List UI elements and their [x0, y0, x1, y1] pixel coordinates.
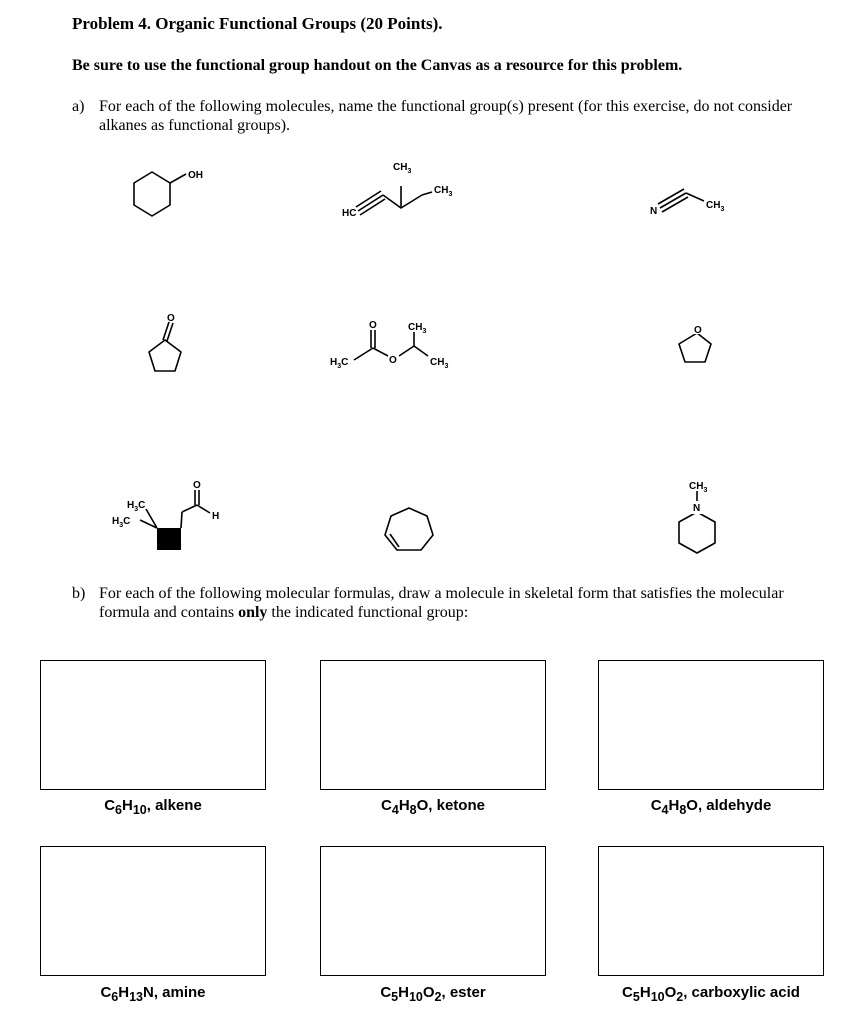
- answer-box-carboxylic-acid[interactable]: [598, 846, 824, 976]
- atom-ch3-right: $CH_3$: [434, 185, 453, 198]
- atom-ch3-ester-top: $CH_3$: [408, 322, 427, 335]
- part-b-question: [72, 584, 802, 622]
- molecule-cyclohexanol: [134, 170, 203, 216]
- atom-oh: OH: [188, 170, 203, 181]
- atom-o-aldehyde: O: [193, 480, 201, 491]
- atom-hc: HC: [342, 208, 357, 219]
- answer-box-ketone[interactable]: [320, 660, 546, 790]
- atom-h-aldehyde: H: [212, 511, 220, 522]
- part-a-label: a): [72, 98, 85, 115]
- atom-o-carbonyl: O: [369, 320, 377, 331]
- label-alkene: $C_6H_{10}$, alkene: [104, 797, 202, 817]
- emphasis-only: only: [238, 604, 268, 621]
- atom-ch3-ester-right: $CH_3$: [430, 357, 449, 370]
- problem-title: Problem 4. Organic Functional Groups (20 Points).: [72, 14, 443, 33]
- answer-box-amine[interactable]: [40, 846, 266, 976]
- atom-ch3-amine: $CH_3$: [689, 481, 708, 494]
- molecule-aldehyde: [112, 480, 219, 550]
- part-b-label: b): [72, 585, 86, 602]
- atom-n: N: [650, 206, 658, 217]
- molecule-n-methylpiperidine: [679, 481, 715, 553]
- label-amine: $C_6H_{13}N$, amine: [100, 984, 206, 1004]
- atom-ch3-top: $CH_3$: [393, 162, 412, 175]
- answer-box-alkene[interactable]: [40, 660, 266, 790]
- atom-o-ring: O: [694, 325, 702, 336]
- label-aldehyde: $C_4H_8O$, aldehyde: [650, 797, 772, 817]
- resource-note: Be sure to use the functional group handout on the Canvas as a resource for this problem.: [72, 57, 683, 74]
- part-a-text: For each of the following molecules, name the functional group(s) present (for this exercise, do not consider alkanes as functional groups).: [99, 98, 793, 134]
- molecule-cyclopentanone: [149, 313, 181, 371]
- label-carboxylic-acid: $C_5H_{10}O_2$, carboxylic acid: [622, 984, 800, 1004]
- answer-box-ester[interactable]: [320, 846, 546, 976]
- atom-ch3-nitrile: $CH_3$: [706, 200, 725, 213]
- atom-n-amine: N: [693, 503, 701, 514]
- atom-h3c-ester: $H_3C$: [330, 357, 349, 370]
- atom-h3c-upper: $H_3C$: [127, 500, 146, 513]
- part-b-text: For each of the following molecular formulas, draw a molecule in skeletal form that satisfies the molecular formula and contains only the indicated functional group:: [99, 585, 784, 621]
- molecule-alkyne: [342, 162, 452, 219]
- atom-o-ether: O: [389, 355, 397, 366]
- label-ester: $C_5H_{10}O_2$, ester: [380, 984, 486, 1004]
- atom-o-ketone: O: [167, 313, 175, 324]
- label-ketone: $C_4H_8O$, ketone: [381, 797, 485, 817]
- molecule-ester: [330, 320, 448, 370]
- molecule-cycloheptene: [385, 508, 433, 550]
- molecule-thf: [679, 323, 711, 362]
- answer-box-aldehyde[interactable]: [598, 660, 824, 790]
- molecule-nitrile: [650, 189, 724, 217]
- atom-h3c-lower: $H_3C$: [112, 516, 131, 529]
